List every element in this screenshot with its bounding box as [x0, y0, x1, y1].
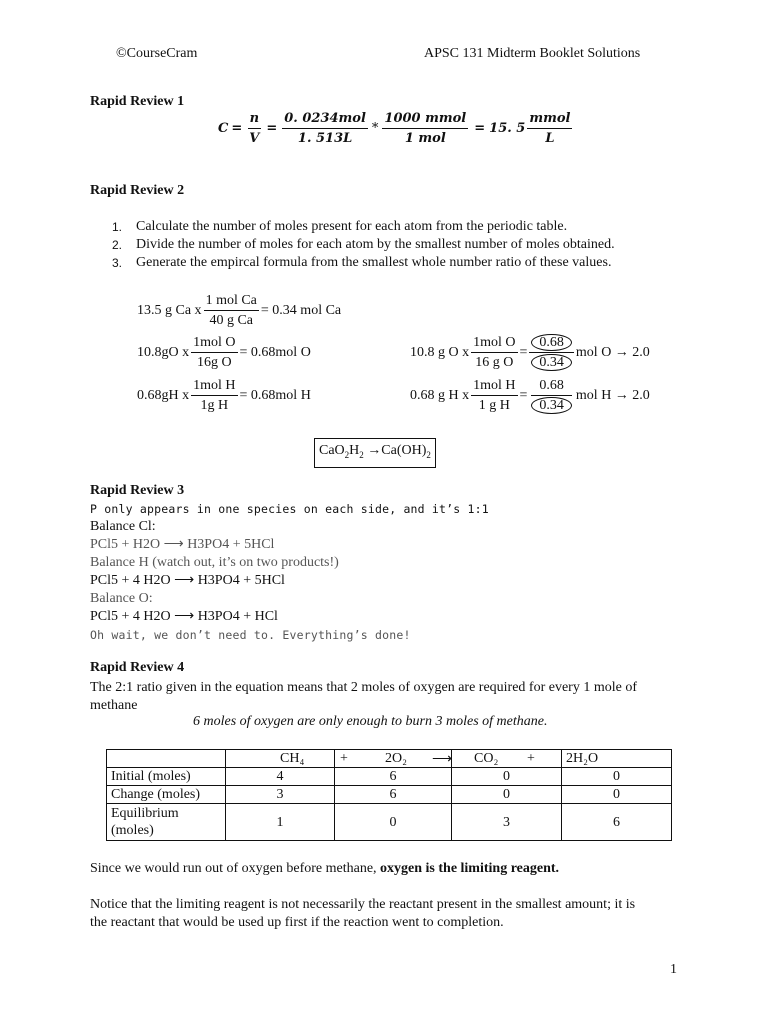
row-label-line-2: (moles)	[111, 823, 154, 838]
table-cell: 3	[452, 804, 562, 841]
eq-ch4: CH₄	[280, 751, 305, 766]
rr1-fraction-2	[382, 110, 468, 147]
calc-ca	[137, 292, 341, 329]
calc-o	[137, 334, 311, 371]
rr3-title: Rapid Review 3	[90, 483, 185, 498]
ratio-o-circled-fraction	[529, 334, 574, 371]
rr1-unit-num: mmol	[527, 110, 572, 129]
ratio-o	[410, 334, 650, 371]
ratio-h-rden: 0.34	[531, 397, 572, 414]
calc-h-num: 1mol H	[191, 377, 237, 396]
rr4-italic-note: 6 moles of oxygen are only enough to burn 3 moles of methane.	[193, 714, 548, 729]
header-right: APSC 131 Midterm Booklet Solutions	[424, 46, 641, 61]
header-left: ©CourseCram	[116, 46, 198, 61]
calc-o-num: 1mol O	[191, 334, 237, 353]
eq-plus-2: +	[527, 751, 535, 766]
table-cell: 0	[452, 768, 562, 786]
rr1-den1: 1. 513L	[297, 131, 353, 146]
ratio-h-post: mol H → 2.0	[575, 387, 650, 403]
row-label	[107, 804, 226, 841]
note-line-2: the reactant that would be used up first if the reaction went to completion.	[90, 915, 504, 930]
rr3-line: Oh wait, we don’t need to. Everything’s done!	[90, 628, 411, 642]
ratio-o-pre: 10.8 g O x	[410, 344, 470, 360]
ratio-o-post: mol O → 2.0	[575, 344, 650, 360]
ratio-o-eq: =	[519, 344, 528, 360]
table-cell: 0	[335, 804, 452, 841]
table-cell: 6	[562, 804, 672, 841]
rr1-fraction-nv	[247, 110, 261, 147]
table-cell	[107, 750, 226, 768]
calc-ca-post: = 0.34 mol Ca	[260, 302, 342, 318]
ratio-h-circled-fraction	[529, 377, 574, 414]
rr3-line: P only appears in one species on each side, and it’s 1:1	[90, 502, 489, 516]
calc-h	[137, 377, 311, 414]
list-item	[112, 236, 615, 254]
rr3-line: PCl5 + H2O ⟶ H3PO4 + 5HCl	[90, 537, 275, 552]
calc-o-den: 16g O	[197, 355, 232, 370]
rr1-num1: 0. 0234mol	[282, 110, 368, 129]
rr1-lhs: C	[218, 121, 229, 136]
rr1-v: V	[249, 131, 260, 146]
eq-arrow: ⟶	[432, 752, 453, 767]
ratio-h-pre: 0.68 g H x	[410, 387, 470, 403]
ratio-h-den: 1 g H	[478, 398, 510, 413]
list-text: Calculate the number of moles present for each atom from the periodic table.	[136, 219, 568, 234]
calc-ca-den: 40 g Ca	[209, 313, 254, 328]
table-cell: 4	[226, 768, 335, 786]
list-number: 1.	[112, 220, 123, 234]
rr3-line: Balance H (watch out, it’s on two products!)	[90, 555, 339, 570]
formula-arrow: →Ca(OH)	[363, 443, 427, 458]
empirical-formula-box	[314, 438, 436, 468]
rr1-n: n	[248, 110, 261, 129]
list-text: Divide the number of moles for each atom by the smallest number of moles obtained.	[136, 237, 615, 252]
rr3-line: Balance Cl:	[90, 519, 156, 534]
ratio-h	[410, 377, 650, 414]
rr2-steps-list	[112, 218, 615, 272]
ratio-o-rden: 0.34	[531, 354, 572, 371]
rr4-note	[90, 896, 635, 932]
formula-c-sub: 2	[426, 449, 431, 460]
rr4-title: Rapid Review 4	[90, 660, 185, 675]
table-cell: 0	[452, 786, 562, 804]
eq-co2: CO₂	[474, 751, 499, 766]
list-item	[112, 218, 615, 236]
formula-b: H	[349, 443, 360, 458]
rr2-title: Rapid Review 2	[90, 183, 185, 198]
ratio-o-rnum: 0.68	[531, 334, 572, 351]
rr1-result: 15. 5	[489, 121, 526, 136]
rr3-line: Balance O:	[90, 591, 153, 606]
rr1-unit-den: L	[545, 131, 555, 146]
calc-h-pre: 0.68gH x	[137, 387, 190, 403]
rr1-num2: 1000 mmol	[382, 110, 468, 129]
calc-o-fraction	[191, 334, 237, 371]
ratio-o-fraction	[471, 334, 517, 371]
list-number: 2.	[112, 238, 123, 252]
conclusion-text: Since we would run out of oxygen before methane,	[90, 861, 381, 876]
ratio-o-num: 1mol O	[471, 334, 517, 353]
table-row	[107, 804, 672, 841]
ratio-h-num: 1mol H	[471, 377, 517, 396]
table-cell: 0	[562, 768, 672, 786]
rr4-conclusion	[90, 861, 559, 877]
ratio-h-eq: =	[519, 387, 528, 403]
rr1-unit	[527, 110, 572, 147]
calc-ca-pre: 13.5 g Ca x	[137, 302, 202, 318]
table-row	[107, 786, 672, 804]
ratio-h-rnum: 0.68	[531, 377, 572, 396]
rr1-fraction-1	[282, 110, 368, 147]
rr1-equation: C = $\frac{n}{V}$ = $\frac{\text{0. 0234mol}}{1. 513L}$ * $\frac{\text{1000 mmol}}{\text{1 mol}}$ = 15. 5 $\frac{\text{mmol}}{L}$	[218, 111, 571, 146]
rr3-body	[90, 500, 489, 644]
table-row	[107, 768, 672, 786]
table-cell: 6	[335, 786, 452, 804]
rr3-line: PCl5 + 4 H2O ⟶ H3PO4 + HCl	[90, 609, 278, 624]
eq-2h2o: 2H₂O	[566, 751, 599, 766]
rr4-para-line-1: The 2:1 ratio given in the equation means that 2 moles of oxygen are required for every 1 mole of	[90, 680, 637, 695]
eq-plus-1: +	[340, 751, 348, 766]
calc-h-post: = 0.68mol H	[239, 387, 311, 403]
calc-ca-fraction	[204, 292, 259, 329]
table-cell: 3	[226, 786, 335, 804]
calc-h-fraction	[191, 377, 237, 414]
ratio-h-fraction	[471, 377, 517, 414]
calc-o-post: = 0.68mol O	[239, 344, 311, 360]
table-cell: 0	[562, 786, 672, 804]
row-label-line-1: Equilibrium	[111, 806, 179, 821]
formula-a-sub: 2	[344, 449, 350, 460]
rr1-star: *	[371, 121, 379, 136]
table-cell	[452, 750, 562, 768]
table-cell: 1	[226, 804, 335, 841]
formula-a: CaO	[319, 443, 345, 458]
rr4-paragraph	[90, 679, 637, 715]
calc-ca-num: 1 mol Ca	[204, 292, 259, 311]
calc-o-pre: 10.8gO x	[137, 344, 190, 360]
ratio-o-den: 16 g O	[475, 355, 514, 370]
rr1-title: Rapid Review 1	[90, 94, 185, 109]
row-label: Initial (moles)	[107, 768, 226, 786]
note-line-1: Notice that the limiting reagent is not necessarily the reactant present in the smallest amount; it is	[90, 897, 636, 912]
row-label: Change (moles)	[107, 786, 226, 804]
page-number: 1	[670, 962, 677, 977]
rr1-den2: 1 mol	[404, 131, 446, 146]
list-text: Generate the empircal formula from the smallest whole number ratio of these values.	[136, 255, 612, 270]
conclusion-bold: oxygen is the limiting reagent.	[380, 861, 560, 876]
formula-b-sub: 2	[359, 449, 364, 460]
eq-2o2: 2O₂	[385, 751, 407, 766]
list-item	[112, 254, 615, 272]
calc-h-den: 1g H	[200, 398, 229, 413]
table-cell: 6	[335, 768, 452, 786]
rr3-line: PCl5 + 4 H2O ⟶ H3PO4 + 5HCl	[90, 573, 285, 588]
rr4-para-line-2: methane	[90, 698, 138, 713]
list-number: 3.	[112, 256, 123, 270]
